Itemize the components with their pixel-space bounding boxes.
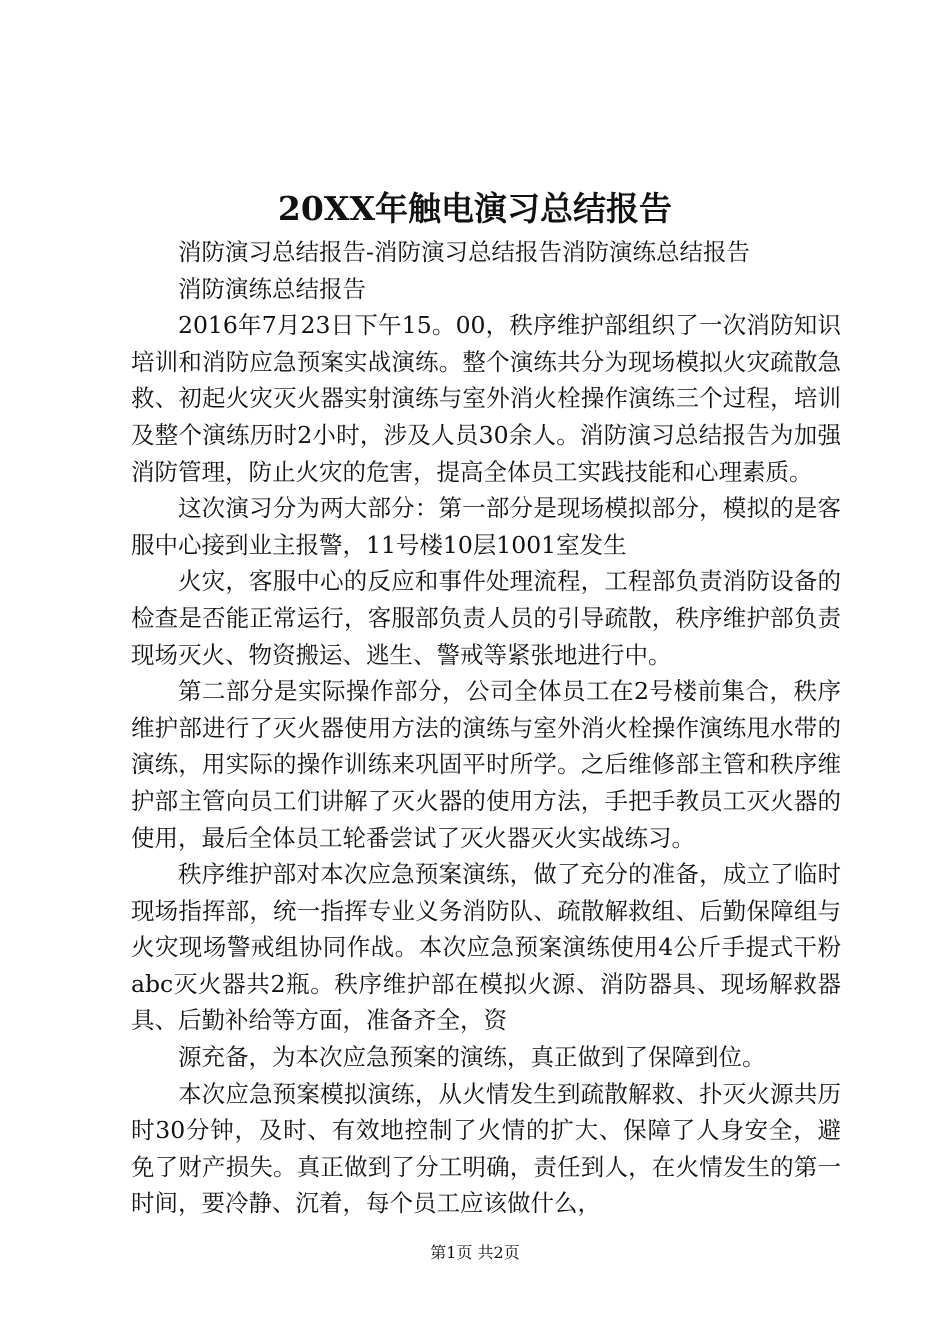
paragraph-1: 消防演习总结报告-消防演习总结报告消防演练总结报告 xyxy=(178,238,750,266)
document-title: 20XX年触电演习总结报告 xyxy=(277,189,673,228)
page-footer: 第1页 共2页 xyxy=(430,1243,520,1262)
document-body xyxy=(131,234,841,1222)
paragraph-8: 源充备，为本次应急预案的演练，真正做到了保障到位。 xyxy=(178,1043,766,1072)
paragraph-4: 这次演习分为两大部分：第一部分是现场模拟部分，模拟的是客服中心接到业主报警，11号楼10层1001室发生 xyxy=(131,494,841,559)
paragraph-9: 本次应急预案模拟演练，从火情发生到疏散解救、扑灭火源共历时30分钟，及时、有效地控制了火情的扩大、保障了人身安全，避免了财产损失。真正做到了分工明确，责任到人，在火情发生的第一时间，要冷静、沉着，每个员工应该做什么， xyxy=(131,1079,841,1218)
paragraph-7: 秩序维护部对本次应急预案演练，做了充分的准备，成立了临时现场指挥部，统一指挥专业义务消防队、疏散解救组、后勤保障组与火灾现场警戒组协同作战。本次应急预案演练使用4公斤手提式干粉abc灭火器共2瓶。秩序维护部在模拟火源、消防器具、现场解救器具、后勤补给等方面，准备齐全，资 xyxy=(131,860,841,1035)
paragraph-5: 火灾，客服中心的反应和事件处理流程，工程部负责消防设备的检查是否能正常运行，客服部负责人员的引导疏散，秩序维护部负责现场灭火、物资搬运、逃生、警戒等紧张地进行中。 xyxy=(131,567,841,669)
paragraph-2: 消防演练总结报告 xyxy=(178,274,366,303)
paragraph-6: 第二部分是实际操作部分，公司全体员工在2号楼前集合，秩序维护部进行了灭火器使用方法的演练与室外消火栓操作演练甩水带的演练，用实际的操作训练来巩固平时所学。之后维修部主管和秩序维护部主管向员工们讲解了灭火器的使用方法，手把手教员工灭火器的使用，最后全体员工轮番尝试了灭火器灭火实战练习。 xyxy=(131,677,841,852)
paragraph-3: 2016年7月23日下午15。00，秩序维护部组织了一次消防知识培训和消防应急预案实战演练。整个演练共分为现场模拟火灾疏散急救、初起火灾灭火器实射演练与室外消火栓操作演练三个过程，培训及整个演练历时2小时，涉及人员30余人。消防演习总结报告为加强消防管理，防止火灾的危害，提高全体员工实践技能和心理素质。 xyxy=(131,311,841,486)
